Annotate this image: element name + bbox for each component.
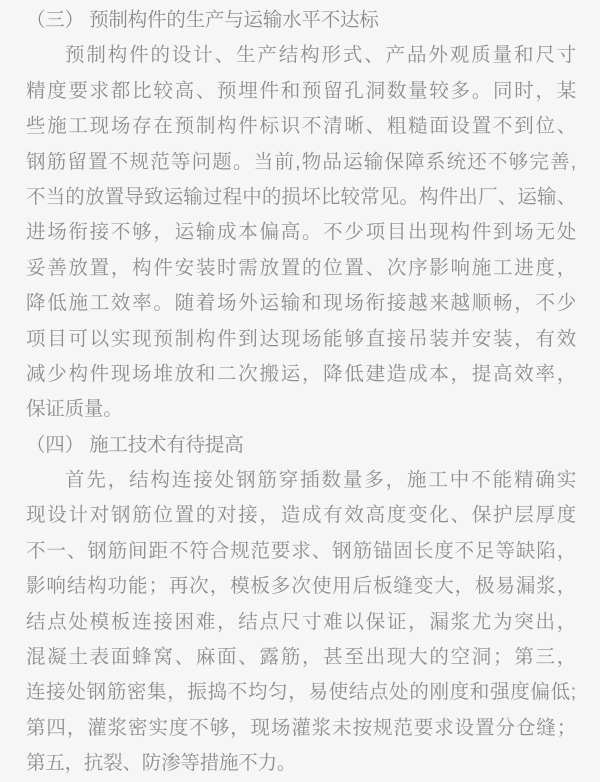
text-line: 第五，抗裂、防渗等措施不力。: [26, 752, 297, 775]
text-line: 不当的放置导致运输过程中的损坏比较常见。构件出厂、运输、: [26, 185, 576, 208]
text-line: 些施工现场存在预制构件标识不清晰、粗糙面设置不到位、: [26, 115, 576, 138]
section-heading: （四） 施工技术有待提高: [26, 433, 244, 456]
text-line: 妥善放置，构件安装时需放置的位置、次序影响施工进度，: [26, 256, 576, 279]
text-line: 影响结构功能；再次，模板多次使用后板缝变大，极易漏浆，: [26, 575, 576, 598]
text-line: 预制构件的设计、生产结构形式、产品外观质量和尺寸: [65, 44, 576, 67]
text-line: 不一、钢筋间距不符合规范要求、钢筋锚固长度不足等缺陷，: [26, 539, 576, 562]
text-line: 连接处钢筋密集，振捣不均匀，易使结点处的刚度和强度偏低;: [26, 681, 576, 704]
section-heading: （三） 预制构件的生产与运输水平不达标: [26, 9, 379, 31]
text-line: 减少构件现场堆放和二次搬运，降低建造成本，提高效率，: [26, 362, 576, 385]
text-line: 降低施工效率。随着场外运输和现场衔接越来越顺畅，不少: [26, 292, 576, 315]
text-line: 首先，结构连接处钢筋穿插数量多，施工中不能精确实: [65, 469, 576, 492]
text-line: 钢筋留置不规范等问题。当前,物品运输保障系统还不够完善,: [26, 150, 576, 173]
text-line: 现设计对钢筋位置的对接，造成有效高度变化、保护层厚度: [26, 504, 576, 527]
text-line: 第四，灌浆密实度不够，现场灌浆未按规范要求设置分仓缝；: [26, 716, 576, 739]
text-line: 进场衔接不够，运输成本偏高。不少项目出现构件到场无处: [26, 221, 576, 244]
text-line: 项目可以实现预制构件到达现场能够直接吊装并安装，有效: [26, 327, 576, 350]
text-line: 混凝土表面蜂窝、麻面、露筋，甚至出现大的空洞；第三，: [26, 646, 576, 669]
text-line: 精度要求都比较高、预埋件和预留孔洞数量较多。同时，某: [26, 79, 576, 102]
text-line: 保证质量。: [26, 398, 123, 421]
text-line: 结点处模板连接困难，结点尺寸难以保证，漏浆尤为突出，: [26, 610, 576, 633]
